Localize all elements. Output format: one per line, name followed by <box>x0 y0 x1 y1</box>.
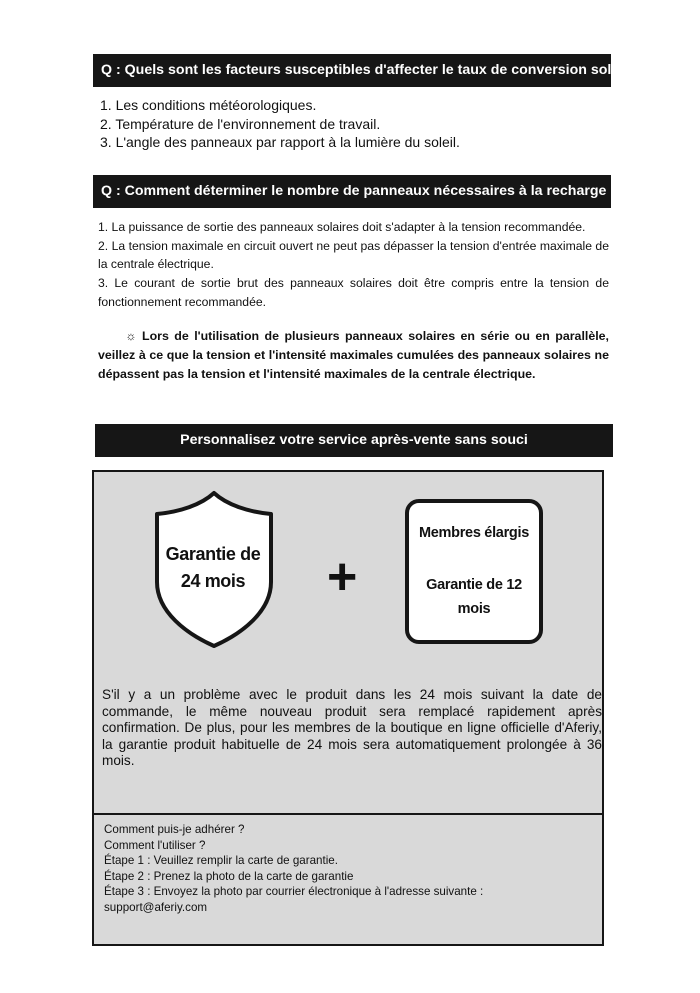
list-item: Étape 1 : Veuillez remplir la carte de garantie. <box>104 854 338 868</box>
warranty-description: S'il y a un problème avec le produit dans les 24 mois suivant la date de commande, le même nouveau produit sera remplacé rapidement après confirmation. De plus, pour les membres de la boutique en ligne officielle d'Aferiy, la garantie produit habituelle de 24 mois sera automatiquement prolongée à 36 mois. <box>102 687 602 768</box>
warranty-panel <box>92 470 604 946</box>
list-item: 3. L'angle des panneaux par rapport à la lumière du soleil. <box>100 134 460 150</box>
list-item: Étape 3 : Envoyez la photo par courrier électronique à l'adresse suivante : <box>104 885 484 899</box>
sun-icon: ☼ <box>125 329 137 343</box>
list-item: 1. Les conditions météorologiques. <box>100 97 317 113</box>
card-title: Membres élargis <box>419 525 529 541</box>
list-item: Comment l'utiliser ? <box>104 838 206 852</box>
list-item: 1. La puissance de sortie des panneaux solaires doit s'adapter à la tension recommandée. <box>98 220 586 234</box>
list-item: 3. Le courant de sortie brut des panneaux solaires doit être compris entre la tension de fonctionnement recommandée. <box>98 276 609 309</box>
extended-members-card <box>405 499 543 644</box>
conversion-factors-list <box>100 96 460 152</box>
series-parallel-warning <box>98 327 609 384</box>
faq-question-conversion: Q : Quels sont les facteurs susceptibles d'affecter le taux de conversion solaire ? <box>93 54 611 87</box>
card-warranty-label: Garantie de 12 mois <box>426 577 522 617</box>
warning-text: Lors de l'utilisation de plusieurs panneaux solaires en série ou en parallèle, veillez à ce que la tension et l'intensité maximales cumulées des panneaux solaires ne dépassent pas la tension et l'intensité maximales de la centrale électrique. <box>98 329 609 381</box>
shield-warranty-label: Garantie de 24 mois <box>165 544 261 591</box>
list-item: Étape 2 : Prenez la photo de la carte de garantie <box>104 869 354 883</box>
after-sales-banner: Personnalisez votre service après-vente sans souci <box>95 424 613 457</box>
membership-steps <box>104 822 483 916</box>
list-item: Comment puis-je adhérer ? <box>104 823 245 836</box>
panel-divider <box>94 813 602 815</box>
faq-question-panel-count: Q : Comment déterminer le nombre de panneaux nécessaires à la recharge ? <box>93 175 611 208</box>
plus-icon: + <box>327 548 358 606</box>
support-email: support@aferiy.com <box>104 900 208 914</box>
list-item: 2. Température de l'environnement de travail. <box>100 115 381 132</box>
list-item: 2. La tension maximale en circuit ouvert ne peut pas dépasser la tension d'entrée maximale de la centrale électrique. <box>98 238 609 272</box>
panel-count-answers <box>98 218 609 312</box>
